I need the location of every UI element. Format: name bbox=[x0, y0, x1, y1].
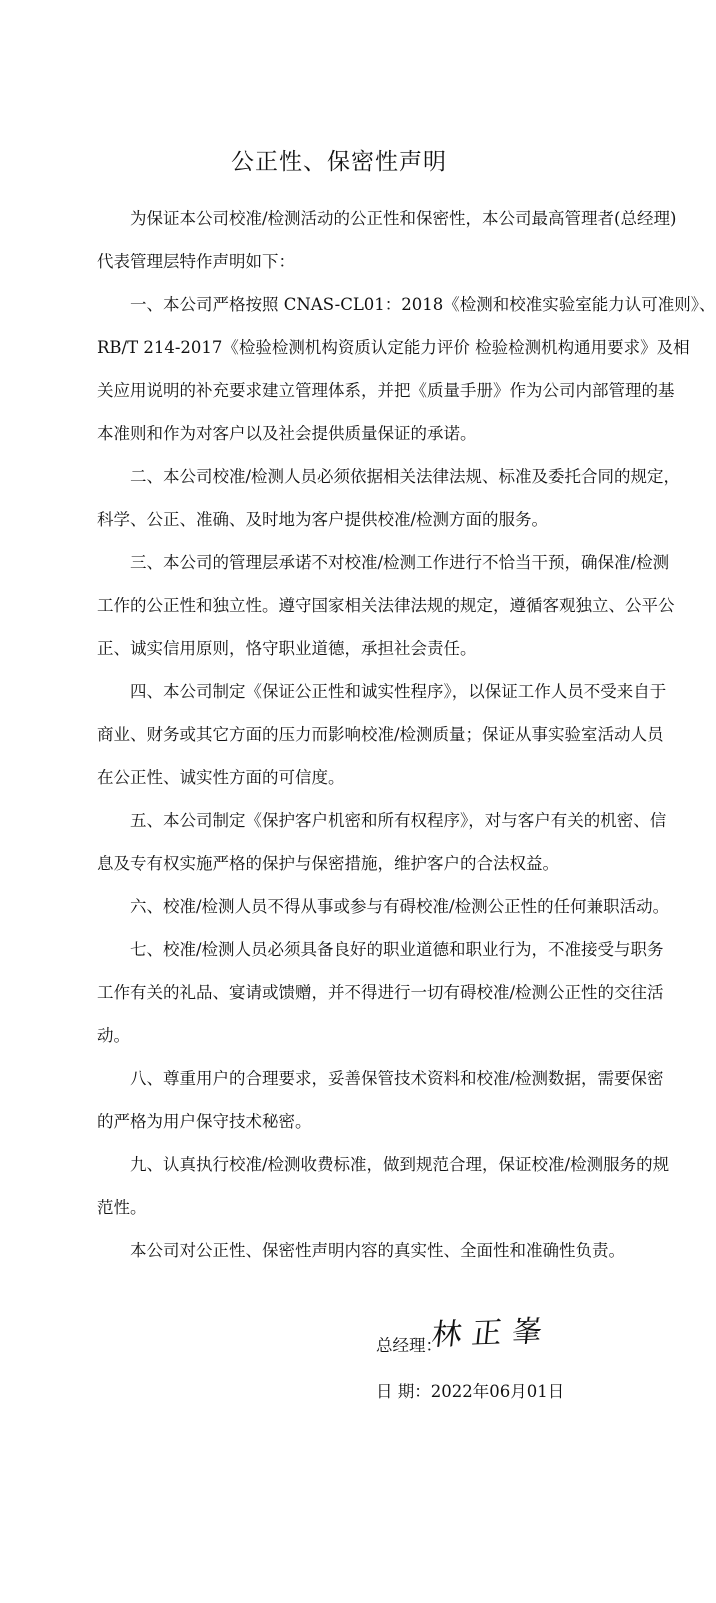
paragraph-line: 工作有关的礼品、宴请或馈赠，并不得进行一切有碍校准/检测公正性的交往活 bbox=[97, 983, 664, 1002]
statement-body bbox=[97, 204, 716, 1279]
paragraph bbox=[97, 1064, 664, 1150]
paragraph-line: 在公正性、诚实性方面的可信度。 bbox=[97, 768, 345, 787]
paragraph bbox=[97, 462, 681, 548]
paragraph-line: 七、校准/检测人员必须具备良好的职业道德和职业行为，不准接受与职务 bbox=[130, 940, 664, 959]
handwritten-signature: 林正峯 bbox=[429, 1313, 554, 1353]
paragraph-line: 动。 bbox=[97, 1026, 130, 1045]
paragraph-line: 本公司对公正性、保密性声明内容的真实性、全面性和准确性负责。 bbox=[130, 1241, 625, 1260]
paragraph-line: 九、认真执行校准/检测收费标准，做到规范合理，保证校准/检测服务的规 bbox=[130, 1155, 670, 1174]
paragraph bbox=[97, 935, 664, 1064]
paragraph bbox=[97, 290, 716, 462]
paragraph-line: 关应用说明的补充要求建立管理体系，并把《质量手册》作为公司内部管理的基 bbox=[97, 381, 675, 400]
paragraph-line: 商业、财务或其它方面的压力而影响校准/检测质量；保证从事实验室活动人员 bbox=[97, 725, 664, 744]
paragraph-line: 三、本公司的管理层承诺不对校准/检测工作进行不恰当干预，确保准/检测 bbox=[130, 553, 670, 572]
paragraph-line: 一、本公司严格按照 CNAS-CL01：2018《检测和校准实验室能力认可准则》、 bbox=[130, 295, 716, 314]
paragraph-line: 为保证本公司校准/检测活动的公正性和保密性，本公司最高管理者(总经理) bbox=[130, 209, 677, 228]
paragraph bbox=[97, 806, 667, 892]
paragraph-line: 代表管理层特作声明如下： bbox=[97, 252, 295, 271]
paragraph-line: 二、本公司校准/检测人员必须依据相关法律法规、标准及委托合同的规定， bbox=[130, 467, 681, 486]
paragraph-line: 五、本公司制定《保护客户机密和所有权程序》，对与客户有关的机密、信 bbox=[130, 811, 667, 830]
paragraph-line: 工作的公正性和独立性。遵守国家相关法律法规的规定，遵循客观独立、公平公 bbox=[97, 596, 675, 615]
paragraph-line: 范性。 bbox=[97, 1198, 147, 1217]
paragraph-line: 本准则和作为对客户以及社会提供质量保证的承诺。 bbox=[97, 424, 477, 443]
paragraph bbox=[97, 1236, 625, 1279]
signature-label: 总经理： bbox=[376, 1336, 442, 1355]
paragraph-line: 的严格为用户保守技术秘密。 bbox=[97, 1112, 312, 1131]
paragraph-line: 八、尊重用户的合理要求，妥善保管技术资料和校准/检测数据，需要保密 bbox=[130, 1069, 664, 1088]
paragraph-line: 息及专有权实施严格的保护与保密措施，维护客户的合法权益。 bbox=[97, 854, 559, 873]
signature-date: 日 期：2022年06月01日 bbox=[376, 1382, 565, 1401]
paragraph bbox=[97, 548, 675, 677]
paragraph bbox=[97, 204, 677, 290]
paragraph-line: 科学、公正、准确、及时地为客户提供校准/检测方面的服务。 bbox=[97, 510, 549, 529]
paragraph bbox=[97, 1150, 670, 1236]
paragraph-line: 六、校准/检测人员不得从事或参与有碍校准/检测公正性的任何兼职活动。 bbox=[130, 897, 670, 916]
page-title: 公正性、保密性声明 bbox=[231, 149, 447, 175]
paragraph bbox=[97, 892, 670, 935]
paragraph bbox=[97, 677, 667, 806]
paragraph-line: 正、诚实信用原则，恪守职业道德，承担社会责任。 bbox=[97, 639, 477, 658]
paragraph-line: RB/T 214-2017《检验检测机构资质认定能力评价 检验检测机构通用要求》及相 bbox=[97, 338, 690, 357]
paragraph-line: 四、本公司制定《保证公正性和诚实性程序》，以保证工作人员不受来自于 bbox=[130, 682, 667, 701]
